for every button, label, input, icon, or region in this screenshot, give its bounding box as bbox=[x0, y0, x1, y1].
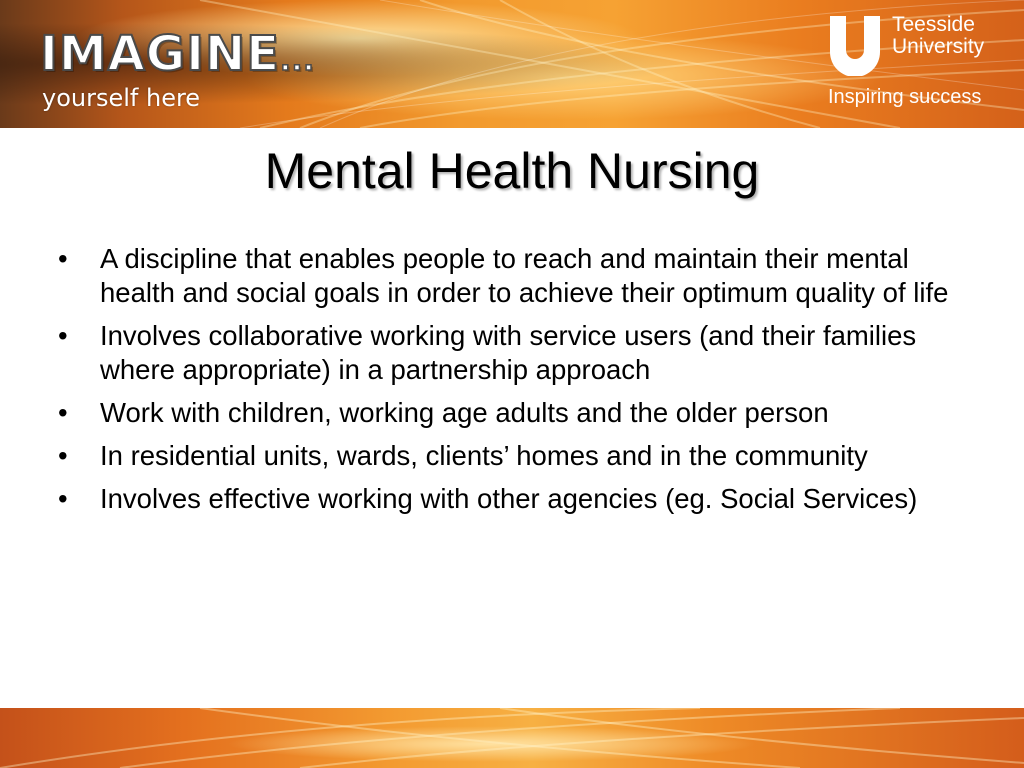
bullet-text: Involves effective working with other agencies (eg. Social Services) bbox=[100, 483, 918, 514]
bullet-item bbox=[56, 439, 976, 473]
bullet-text: A discipline that enables people to reach and maintain their mental health and social goals in order to achieve their optimum quality of life bbox=[100, 243, 949, 308]
university-name-line2: University bbox=[892, 35, 985, 58]
university-name-line1: Teesside bbox=[892, 13, 975, 36]
bullet-text: Involves collaborative working with service users (and their families where appropriate) in a partnership approach bbox=[100, 320, 917, 385]
brand-tagline: yourself here bbox=[42, 84, 201, 112]
footer-light-streaks-decoration bbox=[0, 708, 1024, 768]
bullet-item bbox=[56, 482, 976, 516]
bullet-icon: • bbox=[58, 440, 68, 471]
bullet-item bbox=[56, 242, 976, 310]
bullet-text: In residential units, wards, clients’ homes and in the community bbox=[100, 440, 868, 471]
university-name bbox=[892, 14, 984, 58]
university-tagline: Inspiring success bbox=[828, 86, 982, 108]
bullet-icon: • bbox=[58, 397, 68, 428]
bullet-icon: • bbox=[58, 483, 68, 514]
slide-title: Mental Health Nursing bbox=[264, 143, 760, 199]
bullet-icon: • bbox=[58, 320, 68, 351]
header-banner bbox=[0, 0, 1024, 128]
bullet-icon: • bbox=[58, 243, 68, 274]
bullet-item bbox=[56, 396, 976, 430]
imagine-logo-dots: ... bbox=[280, 44, 315, 77]
bullet-item bbox=[56, 319, 976, 387]
teesside-university-logo-icon bbox=[826, 14, 884, 76]
bullet-list bbox=[56, 242, 976, 525]
footer-banner bbox=[0, 708, 1024, 768]
imagine-logo-word: IMAGINE bbox=[40, 26, 280, 82]
imagine-logo bbox=[40, 26, 315, 82]
bullet-text: Work with children, working age adults and the older person bbox=[100, 397, 829, 428]
